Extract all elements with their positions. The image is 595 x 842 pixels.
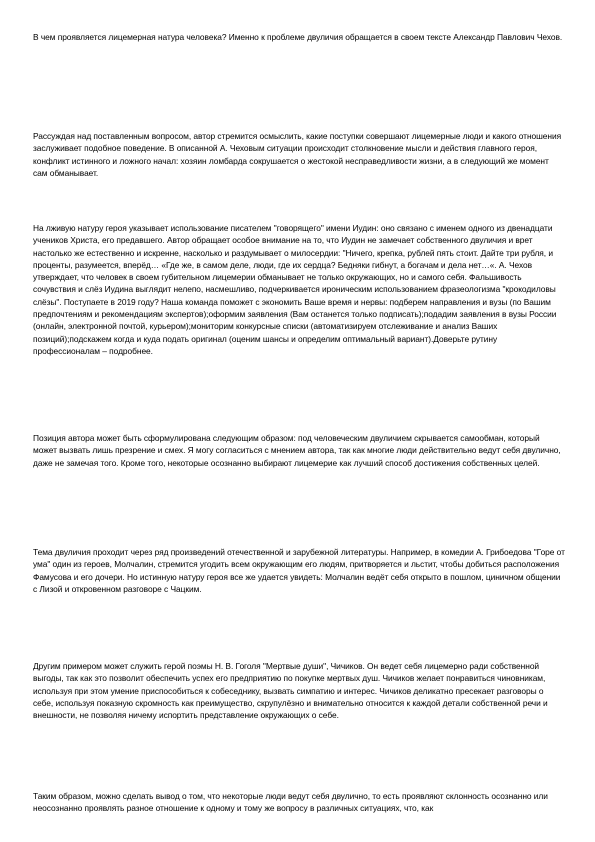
paragraph-conclusion: Таким образом, можно сделать вывод о том, что некоторые люди ведут себя двулично, то есть проявляют склонность осознанно или неосознанно проявлять разное отношение к одному и тому же вопросу в различных ситуациях, что, как bbox=[33, 791, 548, 814]
paragraph-intro: В чем проявляется лицемерная натура человека? Именно к проблеме двуличия обращается в своем тексте Александр Павлович Чехов. bbox=[33, 32, 563, 42]
paragraph-gogol-example: Другим примером может служить герой поэмы Н. В. Гоголя "Мертвые души", Чичиков. Он ведет себя лицемерно ради собственной выгоды, так как это позволит обеспечить успех его предприятию по покупке мертвых душ. Чичиков желает понравиться чиновникам, используя при этом умение приспособиться к собеседнику, вызвать симпатию и интерес. Чичиков деликатно пресекает разговоры о себе, используя показную скромность как преимущество, скрупулёзно и внимательно относится к каждой детали собственной речи и внешности, не позволяя ничему испортить представление окружающих о себе. bbox=[33, 661, 548, 721]
paragraph-speaking-name: На лживую натуру героя указывает использование писателем "говорящего" имени Иудин: оно связано с именем одного из двенадцати учеников Христа, его предавшего. Автор обращает особое внимание на то, что Иудин не замечает собственного двуличия и врет настолько же естественно и искренне, насколько и раздумывает о милосердии: "Ничего, крепка, рублей пять стоит. Дайте три рубля, и проценты, разумеется, вперёд… «Где же, в самом деле, люди, где их сердца? Бедняки гибнут, а богачам и дела нет…«. А. Чехов утверждает, что человек в своем губительном лицемерии обманывает не только окружающих, но и самого себя. Фальшивость сочувствия и слёз Иудина выглядит нелепо, насмешливо, подчеркивается ироническим использованием фразеологизма "крокодиловы слёзы". Поступаете в 2019 году? Наша команда поможет с экономить Ваше время и нервы: подберем направления и вузы (по Вашим предпочтениям и рекомендациям экспертов);оформим заявления (Вам останется только подписать);подадим заявления в вузы России (онлайн, электронной почтой, курьером);мониторим конкурсные списки (автоматизируем отслеживание и анализ Ваших позиций);подскажем когда и куда подать оригинал (оценим шансы и определим оптимальный вариант).Доверьте рутину профессионалам – подробнее. bbox=[33, 223, 557, 356]
paragraph-author-reasoning: Рассуждая над поставленным вопросом, автор стремится осмыслить, какие поступки совершают лицемерные люди и какого отношения заслуживает подобное поведение. В описанной А. Чеховым ситуации происходит столкновение мысли и действия главного героя, конфликт истинного и ложного начал: хозяин ломбарда сокрушается о жестокой несправедливости жизни, а в следующий же момент сам обманывает. bbox=[33, 131, 562, 178]
paragraph-griboedov-example: Тема двуличия проходит через ряд произведений отечественной и зарубежной литературы. Например, в комедии А. Грибоедова "Горе от ума" один из героев, Молчалин, стремится угодить всем окружающим его людям, притворяется и льстит, чтобы добиться расположения Фамусова и его дочери. Но истинную натуру героя все же удается увидеть: Молчалин ведёт себя открыто в пошлом, циничном общении с Лизой и откровенном разговоре с Чацким. bbox=[33, 547, 565, 594]
paragraph-author-position: Позиция автора может быть сформулирована следующим образом: под человеческим двуличием скрывается самообман, который может вызвать лишь презрение и смех. Я могу согласиться с мнением автора, так как многие люди действительно ведут себя двулично, даже не замечая того. Кроме того, некоторые осознанно выбирают лицемерие как лучший способ достижения собственных целей. bbox=[33, 433, 561, 468]
